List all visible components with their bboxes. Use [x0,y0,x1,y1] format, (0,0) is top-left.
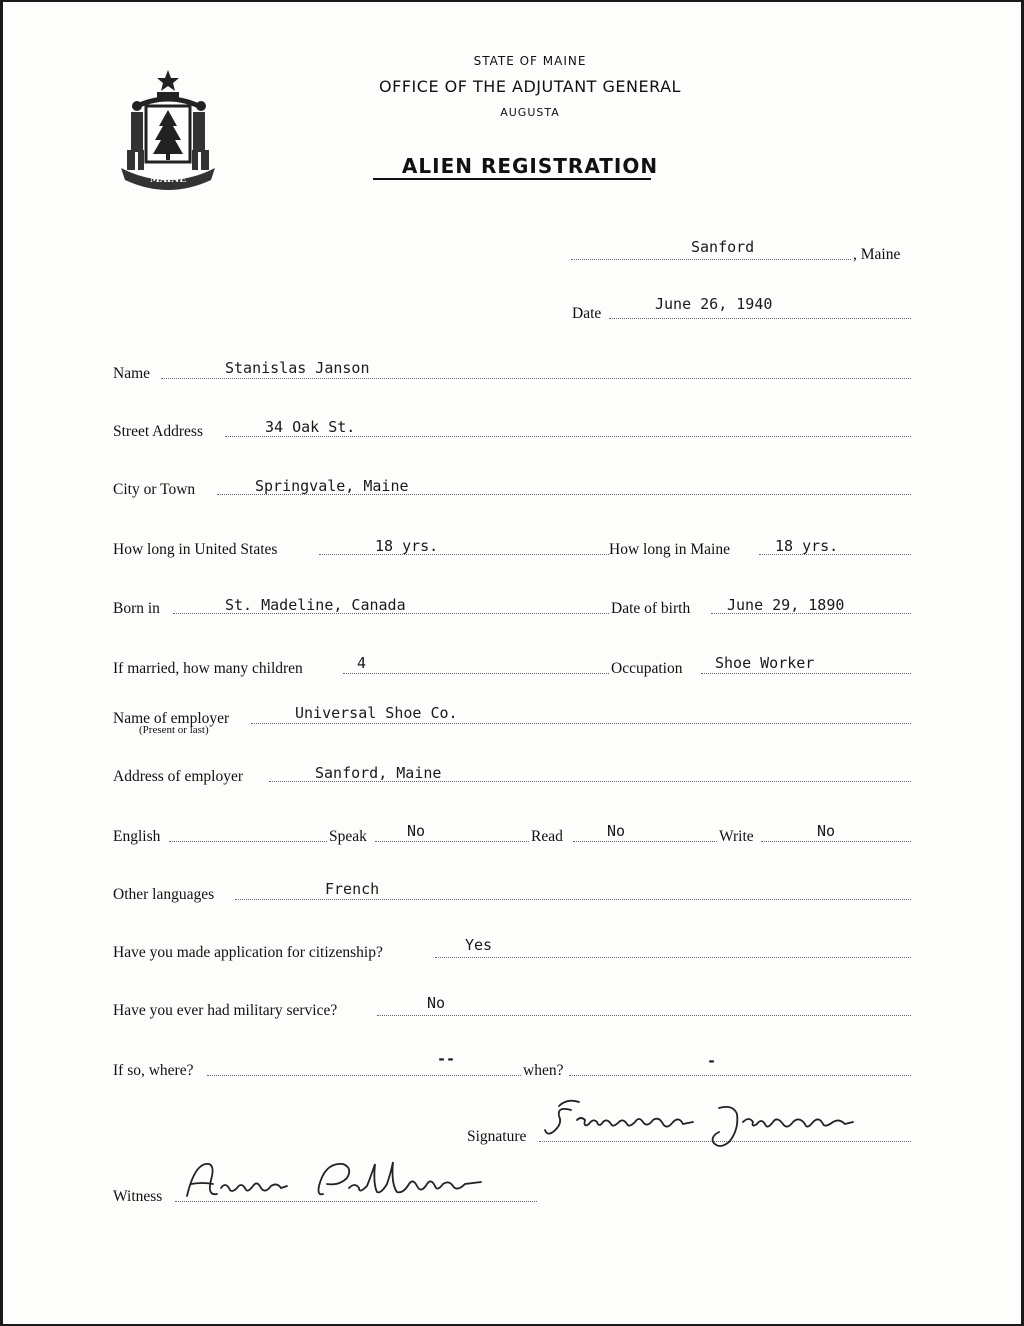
employer-name-label: Name of employer [113,710,230,727]
employer-address-label: Address of employer [113,768,243,785]
name-value: Stanislas Janson [225,359,370,377]
born-row [3,582,1021,622]
citizenship-row [3,926,1021,966]
where-label: If so, where? [113,1062,194,1079]
employer-name-value: Universal Shoe Co. [295,704,458,722]
state-heading: STATE OF MAINE [473,54,587,68]
english-line [169,841,327,842]
how-long-us-value: 18 yrs. [375,537,439,555]
when-label: when? [523,1062,564,1079]
witness-signature [181,1156,511,1212]
street-address-line [225,436,911,437]
employer-note: (Present or last) [139,724,209,736]
read-label: Read [531,828,563,845]
born-in-label: Born in [113,600,160,617]
children-value: 4 [357,654,367,672]
english-label: English [113,828,161,845]
city-heading: AUGUSTA [500,106,560,119]
write-label: Write [719,828,754,845]
military-label: Have you ever had military service? [113,1002,338,1019]
english-row [3,810,1021,850]
location-suffix: , Maine [853,246,901,263]
how-long-maine-value: 18 yrs. [775,537,839,555]
street-address-label: Street Address [113,423,203,440]
occupation-value: Shoe Worker [715,654,815,672]
date-line [609,318,911,319]
street-address-row [3,405,1021,445]
signature-label: Signature [467,1128,527,1145]
read-value: No [607,822,626,840]
other-languages-label: Other languages [113,886,215,903]
other-languages-value: French [325,880,380,898]
form-title: ALIEN REGISTRATION [401,154,659,178]
how-long-row [3,523,1021,563]
other-languages-row [3,868,1021,908]
how-long-maine-label: How long in Maine [609,541,730,558]
signature-row [3,1110,1021,1150]
employer-address-value: Sanford, Maine [315,764,442,782]
city-row [3,463,1021,503]
employer-name-line [251,723,911,724]
name-row [3,347,1021,387]
speak-value: No [407,822,426,840]
write-line [761,841,911,842]
speak-line [375,841,529,842]
other-languages-line [235,899,911,900]
date-value: June 26, 1940 [655,295,773,313]
citizenship-label: Have you made application for citizenship? [113,944,383,961]
citizenship-line [435,957,911,958]
name-label: Name [113,365,151,382]
date-row [3,287,1021,327]
where-line [207,1075,521,1076]
employer-address-row [3,750,1021,790]
write-value: No [817,822,836,840]
when-line [569,1075,911,1076]
title-underline [373,178,651,180]
occupation-label: Occupation [611,660,683,677]
military-row [3,984,1021,1024]
city-value: Springvale, Maine [255,477,409,495]
children-row [3,642,1021,682]
applicant-signature [543,1096,863,1154]
how-long-us-line [319,554,609,555]
witness-label: Witness [113,1188,163,1205]
street-address-value: 34 Oak St. [265,418,356,436]
military-value: No [427,994,446,1012]
occupation-line [701,673,911,674]
where-value: -- [437,1050,456,1068]
speak-label: Speak [329,828,367,845]
military-where-row [3,1044,1021,1084]
born-in-value: St. Madeline, Canada [225,596,406,614]
registration-form [3,2,1021,1324]
children-label: If married, how many children [113,660,303,677]
office-heading: OFFICE OF THE ADJUTANT GENERAL [379,77,681,96]
location-row [3,228,1021,268]
city-label: City or Town [113,481,196,498]
location-value: Sanford [691,238,755,256]
military-line [377,1015,911,1016]
date-of-birth-label: Date of birth [611,600,691,617]
svg-text:MAINE: MAINE [149,175,187,185]
read-line [573,841,717,842]
citizenship-value: Yes [465,936,493,954]
location-line [571,259,851,260]
children-line [343,673,609,674]
name-line [161,378,911,379]
date-of-birth-value: June 29, 1890 [727,596,845,614]
witness-row [3,1170,1021,1210]
how-long-us-label: How long in United States [113,541,278,558]
when-value: - [707,1052,717,1070]
date-label: Date [572,305,602,322]
